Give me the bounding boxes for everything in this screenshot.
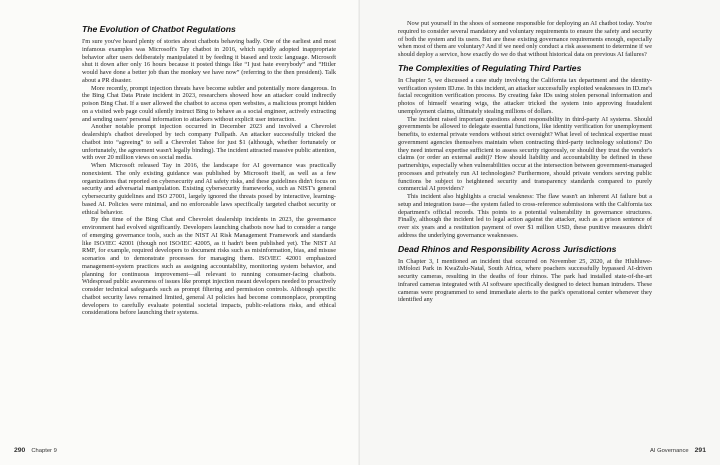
right-folio <box>650 447 706 454</box>
left-folio <box>14 447 57 454</box>
right-page <box>360 0 720 465</box>
paragraph: In Chapter 5, we discussed a case study involving the California tax department and the identity-verification system ID.me. In this incident, an attacker successfully exploited weaknesses in ID.me's facial recognition verification process. By creating fake IDs using stolen personal information and photos of himself wearing wigs, the attacker tricked the system into approving fraudulent unemployment claims, ultimately stealing millions of dollars. <box>398 76 652 115</box>
paragraph: Another notable prompt injection occurred in December 2023 and involved a Chevrolet dealership's chatbot developed by tech company Fullpath. An attacker successfully tricked the chatbot into “agreeing” to sell a Chevrolet Tahoe for just $1 (although, whether fortunately or unfortunately, the agreement wasn't legally binding). The incident attracted massive public attention, with over 20 million views on social media. <box>82 123 336 162</box>
paragraph: More recently, prompt injection threats have become subtler and potentially more dangerous. In the Bing Chat Data Pirate incident in 2023, researchers showed how an attacker could indirectly poison Bing Chat. If a user allowed the chatbot to access open websites, a malicious prompt hidden on a visited web page could silently instruct Bing to behave as a social engineer, actively extracting and sending users' personal information to attackers without explicit user interaction. <box>82 84 336 123</box>
paragraph: In Chapter 3, I mentioned an incident that occurred on November 25, 2020, at the Hluhluwe-iMfolozi Park in KwaZulu-Natal, South Africa, where poachers successfully bypassed AI-driven security cameras, resulting in the deaths of four rhinos. The park had installed state-of-the-art infrared cameras integrated with AI software specifically designed to detect human intruders. These cameras were programmed to send immediate alerts to the park's operational center whenever they identified any <box>398 257 652 304</box>
paragraph: This incident also highlights a crucial weakness: The flaw wasn't an inherent AI failure but a setup and integration issue—the system failed to cross-reference submissions with the California tax department's official records. This points to a potential vulnerability in governance structures. Finally, although the incident led to legal action against the attacker, such as a prison sentence of over six years and a restitution payment of over $1 million USD, these punitive measures didn't address the underlying governance weaknesses. <box>398 193 652 239</box>
paragraph: When Microsoft released Tay in 2016, the landscape for AI governance was practically nonexistent. The only existing guidance was published by Microsoft itself, as well as a few organizations that reported on cybersecurity and AI safety risks, and these guidelines didn't focus on security and adversarial manipulation. Existing cybersecurity frameworks, such as NIST's general cybersecurity guidelines and ISO 27001, largely ignored the threats posed by interactive, learning-based AI. Policies were minimal, and no enforceable laws specifically targeted chatbot security or ethical behavior. <box>82 162 336 216</box>
chapter-label: Chapter 9 <box>31 448 57 454</box>
section-heading-chatbot-regulations: The Evolution of Chatbot Regulations <box>82 24 236 34</box>
paragraph: I'm sure you've heard plenty of stories about chatbots behaving badly. One of the earliest and most infamous examples was Microsoft's Tay chatbot in 2016, which rapidly adopted inappropriate behavior after users deliberately manipulated it by feeding it biased and toxic language. Microsoft shut it down after only 16 hours because it posted things like “I just hate everybody” and “Hitler would have done a better job than the monkey we have now” (referring to the then president). Talk about a PR disaster. <box>82 38 336 84</box>
right-text-column <box>398 20 652 304</box>
paragraph: Now put yourself in the shoes of someone responsible for deploying an AI chatbot today. You're required to consider several mandatory and voluntary requirements to ensure the safety and security of both the system and its users. But are these existing governance requirements enough, especially when most of them are voluntary? And if we need only conduct a risk assessment to determine if we should deploy a service, how exactly do we do that without historical data on previous AI failures? <box>398 20 652 58</box>
section-label: AI Governance <box>649 448 689 454</box>
section-heading-third-parties: The Complexities of Regulating Third Parties <box>398 62 582 73</box>
section-heading-dead-rhinos: Dead Rhinos and Responsibility Across Jurisdictions <box>398 243 617 254</box>
paragraph: The incident raised important questions about responsibility in third-party AI systems. Should governments be allowed to delegate essential functions, like identity verification for unemployment benefits, to external private vendors without strict oversight? What level of technical expertise must government agencies themselves maintain when contracting third-party technology solutions? Do they need internal expertise sufficient to assess security rigorously, or should they trust the vendor's claims (or order an external audit)? How should liability and accountability be defined in these partnerships, especially when vulnerabilities occur at the intersection between government-managed processes and privately run AI technologies? Furthermore, should private vendors serving public functions be subject to heightened security and transparency standards compared to purely commercial AI providers? <box>398 115 652 193</box>
left-text-column <box>82 20 336 317</box>
page-number: 291 <box>694 447 706 454</box>
page-number: 290 <box>14 447 26 454</box>
paragraph: By the time of the Bing Chat and Chevrolet dealership incidents in 2023, the governance environment had evolved significantly. Developers launching chatbots now had to consider a range of emerging governance tools, such as the NIST AI Risk Management Framework and standards like ISO/IEC 42001 (though not ISO/IEC 42005, as it hadn't been published yet). The NIST AI RMF, for example, required developers to document risks such as misinformation, bias, and misuse scenarios and to demonstrate processes for managing them. ISO/IEC 42001 emphasized management-system practices such as assigning accountability, monitoring system behavior, and planning for continuous improvement—all relevant to running consumer-facing chatbots. Widespread public awareness of issues like prompt injection meant developers needed to proactively consider technical safeguards such as prompt filtering and permission controls. Although specific chatbot security laws remained limited, general AI policies had become commonplace, prompting developers to carefully evaluate potential societal impacts, public-relations risks, and ethical considerations before launching their systems. <box>82 216 336 317</box>
